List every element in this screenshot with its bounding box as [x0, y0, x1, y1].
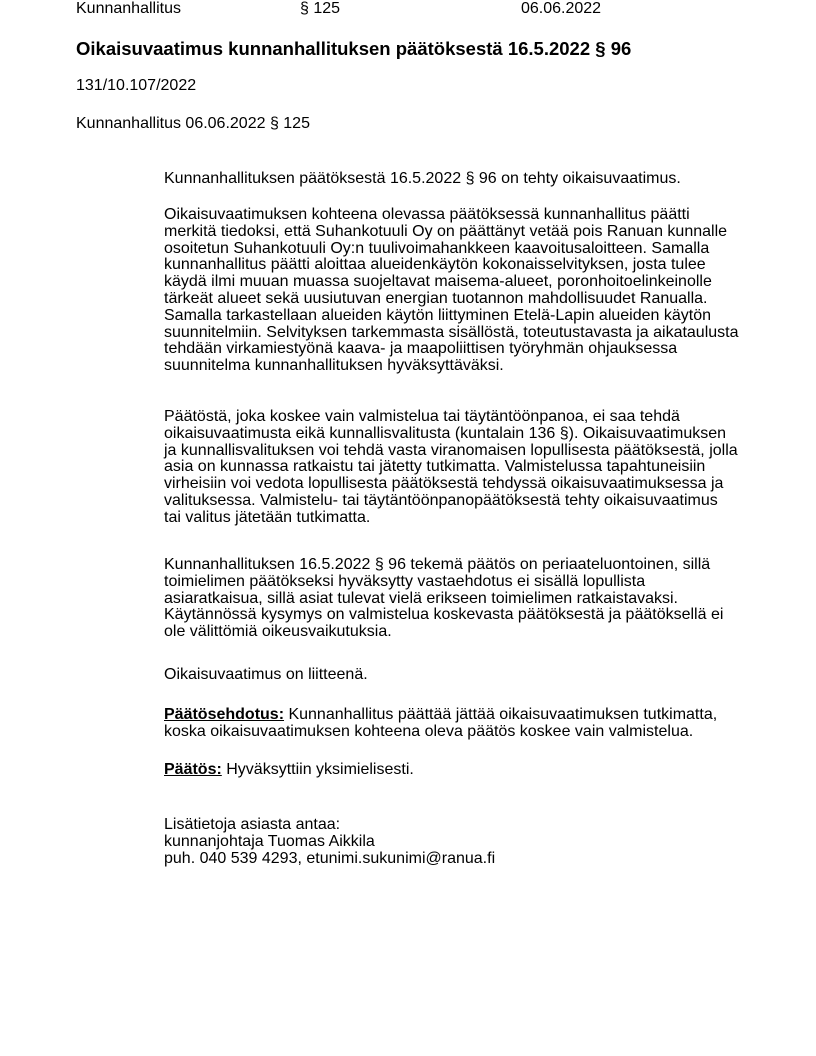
text-line: merkitä tiedoksi, että Suhankotuuli Oy on päättänyt vetää pois Ranuan kunnalle: [164, 222, 728, 240]
text-line: kunnanjohtaja Tuomas Aikkila: [164, 832, 375, 850]
text-line: toimielimen päätökseksi hyväksytty vastaehdotus ei sisällä lopullista: [164, 572, 646, 590]
paragraph-background: [164, 207, 739, 375]
text-line: Päätöstä, joka koskee vain valmistelua tai täytäntöönpanoa, ei saa tehdä: [164, 408, 680, 425]
decision-proposal: [164, 707, 717, 741]
text-line: osoitetun Suhankotuuli Oy:n tuulivoimahankkeen kaavoitusaloitteen. Samalla: [164, 239, 710, 257]
paragraph-attachment: [164, 667, 368, 684]
record-number: 131/10.107/2022: [76, 77, 197, 94]
text-line: Oikaisuvaatimus on liitteenä.: [164, 666, 368, 683]
paragraph-intro: [164, 171, 681, 188]
text-line: Oikaisuvaatimuksen kohteena olevassa päätöksessä kunnanhallitus päätti: [164, 206, 690, 223]
header-date: 06.06.2022: [521, 0, 602, 17]
text-line: tai valitus jätetään tutkimatta.: [164, 508, 371, 526]
paragraph-law: [164, 409, 738, 527]
text-line: tehdään virkamiestyönä kaava- ja maapoliittisen työryhmän ohjauksessa: [164, 340, 678, 358]
text-line: Samalla tarkastellaan alueiden käytön liittyminen Etelä-Lapin alueiden käytön: [164, 306, 711, 324]
text-line: käydä ilmi muuan muassa suojeltavat maisema-alueet, poronhoitoelinkeinolle: [164, 273, 712, 291]
text-line: Käytännössä kysymys on valmistelua koskevasta päätöksestä ja päätöksellä ei: [164, 606, 724, 624]
text-line: Kunnanhallituksen päätöksestä 16.5.2022 § 96 on tehty oikaisuvaatimus.: [164, 170, 681, 187]
paragraph-assessment: [164, 557, 723, 641]
text-line: valituksessa. Valmistelu- tai täytäntöönpanopäätöksestä tehty oikaisuvaatimus: [164, 491, 718, 509]
proposal-text: Kunnanhallitus päättää jättää oikaisuvaatimuksen tutkimatta,: [284, 706, 718, 723]
text-line: puh. 040 539 4293, etunimi.sukunimi@ranua.fi: [164, 849, 496, 867]
decision-label: Päätös:: [164, 761, 222, 778]
text-line: kunnanhallitus päätti aloittaa alueidenkäytön kokonaisselvityksen, josta tulee: [164, 256, 706, 274]
text-line: suunnitelmiin. Selvityksen tarkemmasta sisällöstä, toteutustavasta ja aikataulusta: [164, 323, 739, 341]
text-line: asia on kunnassa ratkaistu tai jätetty tutkimatta. Valmistelussa tapahtuneisiin: [164, 458, 706, 476]
text-line: Lisätietoja asiasta antaa:: [164, 816, 341, 833]
decision: [164, 762, 414, 779]
text-line: ja kunnallisvalituksen voi tehdä vasta viranomaisen lopullisesta päätöksestä, jolla: [164, 441, 738, 459]
text-line: koska oikaisuvaatimuksen kohteena oleva päätös koskee vain valmistelua.: [164, 722, 694, 740]
document-title: Oikaisuvaatimus kunnanhallituksen päätöksestä 16.5.2022 § 96: [76, 38, 632, 59]
decision-text: Hyväksyttiin yksimielisesti.: [221, 761, 414, 778]
text-line: virheisiin voi vedota lopullisesta päätöksestä tehdyssä oikaisuvaatimuksessa ja: [164, 475, 724, 493]
proposal-label: Päätösehdotus:: [164, 706, 285, 723]
text-line: Kunnanhallituksen 16.5.2022 § 96 tekemä päätös on periaateluontoinen, sillä: [164, 556, 711, 573]
text-line: oikaisuvaatimusta eikä kunnallisvalitusta (kuntalain 136 §). Oikaisuvaatimuksen: [164, 424, 727, 442]
text-line: suunnitelma kunnanhallituksen hyväksyttäväksi.: [164, 357, 504, 375]
text-line: tärkeät alueet sekä uusiutuvan energian tuotannon mahdollisuudet Ranualla.: [164, 289, 708, 307]
text-line: ole välittömiä oikeusvaikutuksia.: [164, 623, 392, 641]
meeting-reference: Kunnanhallitus 06.06.2022 § 125: [76, 115, 310, 132]
contact-info: [164, 817, 495, 867]
text-line: asiaratkaisua, sillä asiat tulevat vielä erikseen toimielimen ratkaistavaksi.: [164, 589, 678, 607]
header-body: Kunnanhallitus: [76, 0, 181, 17]
header-section: § 125: [300, 0, 341, 17]
